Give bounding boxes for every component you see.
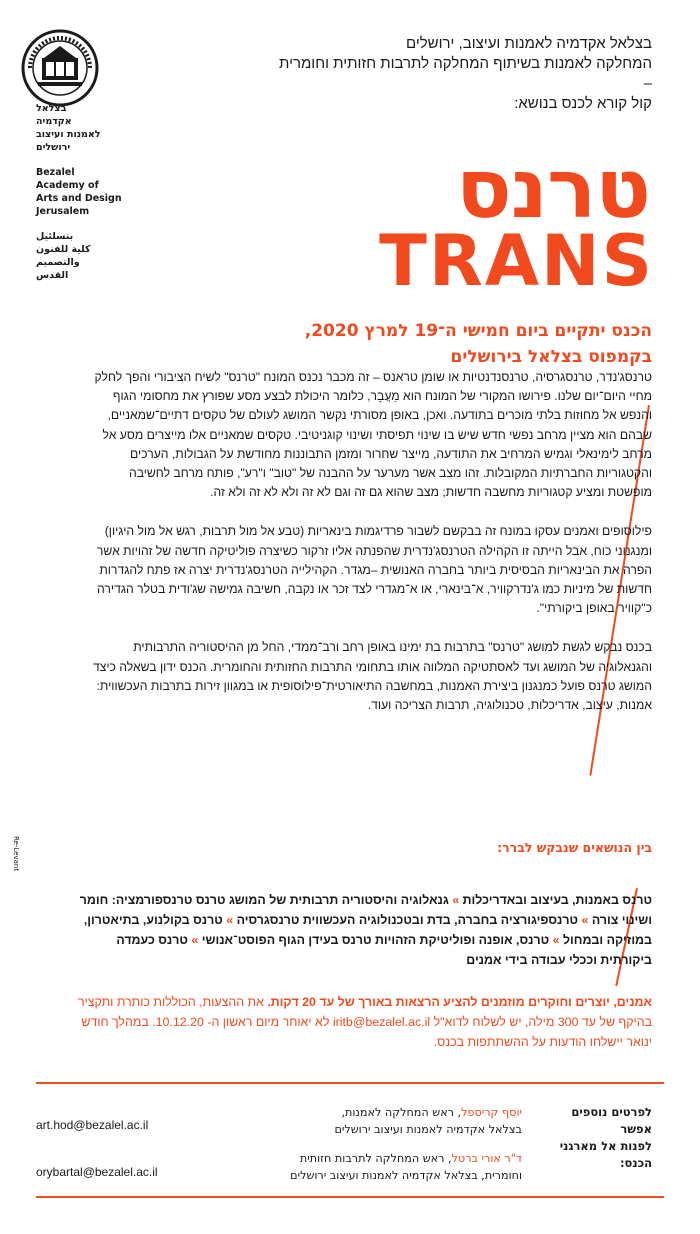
topic-item: טרנס באמנות, בעיצוב ובאדריכלות: [459, 893, 652, 907]
institution-name-arabic: بتسلئيل كلية للفنون والتصميم القدس: [36, 231, 91, 281]
topic-item: טרנס כעמדה ביקורתית וככלי עבודה בידי אמנים: [116, 933, 652, 967]
body-paragraph: בכנס נבקש לגשת למושג "טרנס" בתרבות בת ימינו באופן רחב ורב־ממדי, החל מן ההיסטוריה התרבותית והגנאלוגיה של המושג ועד לאסתטיקה המלווה אותו בתחומי התרבות החזותית והחומרית. הכנס ידון בשאלה כיצד המושג טרנס פועל כמנגנון ביצירת האמנות, במחשבה התיאורטית־פילוסופית או במגוון זירות בתרבות העכשווית: אמנות, עיצוב, אדריכלות, טכנולוגיה, תרבות הצריכה ועוד.: [92, 640, 652, 713]
contact-affiliation: בצלאל אקדמיה לאמנות ועיצוב ירושלים: [334, 1123, 522, 1136]
topic-item: טרנספיגורציה בחברה, בדת ובטכנולוגיה העכשווית: [299, 913, 579, 927]
body-text: [82, 368, 652, 735]
header-institution-line: בצלאל אקדמיה לאמנות ועיצוב, ירושלים: [405, 35, 652, 52]
topic-item: טרנס בקולנוע, בתיאטרון, במוזיקה ובמחול: [83, 913, 652, 947]
contact-affiliation: וחומרית, בצלאל אקדמיה לאמנות ועיצוב ירושלים: [290, 1169, 522, 1182]
title-english: TRANS: [379, 220, 654, 302]
contact-role: , ראש המחלקה לתרבות חזותית: [299, 1152, 452, 1165]
location-line: בקמפוס בצלאל בירושלים: [450, 347, 652, 367]
footer-top-rule: [36, 1082, 664, 1084]
topic-item: טרנסגרסיה: [233, 913, 300, 927]
topic-item: גנאלוגיה והיסטוריה תרבותית של המושג טרנס: [192, 893, 449, 907]
header-dash: –: [643, 75, 652, 92]
contact-name: ד"ר אורי ברטל: [451, 1152, 522, 1165]
topic-separator: »: [452, 893, 460, 907]
body-paragraph: פילוסופים ואמנים עסקו במונח זה בבקשם לשבור פרדיגמות בינאריות (טבע אל מול תרבות, רגש אל מול היגיון) ומנגנוני כוח, אבל הייתה זו הקהילה הטרנסג'נדרית שהפנתה אליו זרקור כשיצרה פוליטיקה חדשה של זהויות אשר הפרה את הבינאריות הבסיסית ביותר בחברה האנושית –מגדר. הקהילייה הטרנסג'נדרית יצרה אז פתח להגדרות חדשות של מיניות כמו ג'נדרקוויר, א־בינארי, או א־מגדרי לצד זכר או נקבה, חשיבה גמישה שג'ודית בטלר הגדירה כ"קוויר באופן ביקורתי".: [96, 524, 652, 616]
contact-email[interactable]: art.hod@bezalel.ac.il: [36, 1118, 149, 1132]
body-paragraph: טרנסג'נדר, טרנסגרסיה, טרנסנדנטיות או שומן טראנס – זה מכבר נכנס המונח "טרנס" לשיח הציבורי והפך לחלק מחיי היום־יום שלנו. פירושו המקורי של המונח הוא מַעֲבָר, כלומר היכולת לבצע מסע שפורץ את מחסומי הגוף והנפש אל מחוזות בלתי מוכרים בתודעה. ואכן, באופן מסורתי נקשר המושג לעולם של טקסים דתיים־שמאניים, שבהם הוא מציין מרחב נפשי חדש שיש בו שינוי תפיסתי ושינוי קוגניטיבי. טקסים שמאניים אלו מייצרים מסע אל מרחב לימינאלי וגמיש המרחיב את התודעה, מייצר שחרור ומזמן התבוננות מחודשת על הגבולות, הערכים והקטגוריות החברתיות המקובלות. זהו מצב אשר מערער על ההבנה של "טוב" ו"רע", פותח מרחב לחשיבה מופשטת ומציע קטגוריות מחשבה חדשות; מצב שהוא גם זה וגם לא זה ולא לא זה ולא זה.: [94, 370, 652, 500]
institution-name-hebrew: בצלאל אקדמיה לאמנות ועיצוב ירושלים: [36, 103, 101, 153]
topics-heading: בין הנושאים שנבקש לברר:: [497, 840, 652, 855]
header-department-line: המחלקה לאמנות בשיתוף המחלקה לתרבות חזותית וחומרית: [279, 55, 652, 72]
conference-date: [172, 318, 652, 370]
contact-role: , ראש המחלקה לאמנות,: [341, 1106, 462, 1119]
institution-names: [36, 102, 146, 294]
topics-list: [72, 890, 652, 970]
cfp-invitation: אמנים, יוצרים וחוקרים מוזמנים להציע הרצאות באורך של עד 20 דקות.: [267, 995, 652, 1009]
topic-item: טרנספורמציה: חומר ושינוי צורה: [79, 893, 652, 927]
date-line: הכנס יתקיים ביום חמישי ה־19 למרץ 2020,: [304, 321, 652, 341]
topic-item: טרנס, אופנה ופוליטיקת הזהויות: [371, 933, 550, 947]
contact-name: יוסף קריספל: [461, 1106, 522, 1119]
topic-separator: »: [191, 933, 199, 947]
topic-item: טרנס בעידן הגוף הפוסט־אנושי: [198, 933, 372, 947]
institution-name-english: Bezalel Academy of Arts and Design Jerusalem: [36, 167, 122, 217]
title-hebrew: טרנס: [456, 142, 650, 237]
contact-label: לפרטים נוספים אפשר לפנות אל מארגני הכנס:: [559, 1105, 652, 1170]
header: [212, 34, 652, 114]
contact-person: [262, 1150, 522, 1184]
footer-bottom-rule: [36, 1196, 664, 1198]
side-label: Re-Levant: [12, 836, 20, 872]
topic-separator: »: [552, 933, 560, 947]
cfp-instructions: את ההצעות, הכוללות כותרת ותקציר בהיקף של עד 300 מילה, יש לשלוח לדוא"ל iritb@bezalel.ac.il לא יאוחר מיום ראשון ה- 10.12.20. במהלך חודש ינואר יישלחו הודעות על ההשתתפות בכנס.: [77, 995, 652, 1049]
topic-separator: »: [226, 913, 234, 927]
topic-separator: »: [581, 913, 589, 927]
bezalel-seal-logo: [20, 28, 100, 108]
call-for-proposals: [62, 992, 652, 1052]
header-call-for-papers: קול קורא לכנס בנושא:: [514, 95, 652, 112]
contact-email[interactable]: orybartal@bezalel.ac.il: [36, 1165, 158, 1179]
contact-person: [262, 1104, 522, 1138]
